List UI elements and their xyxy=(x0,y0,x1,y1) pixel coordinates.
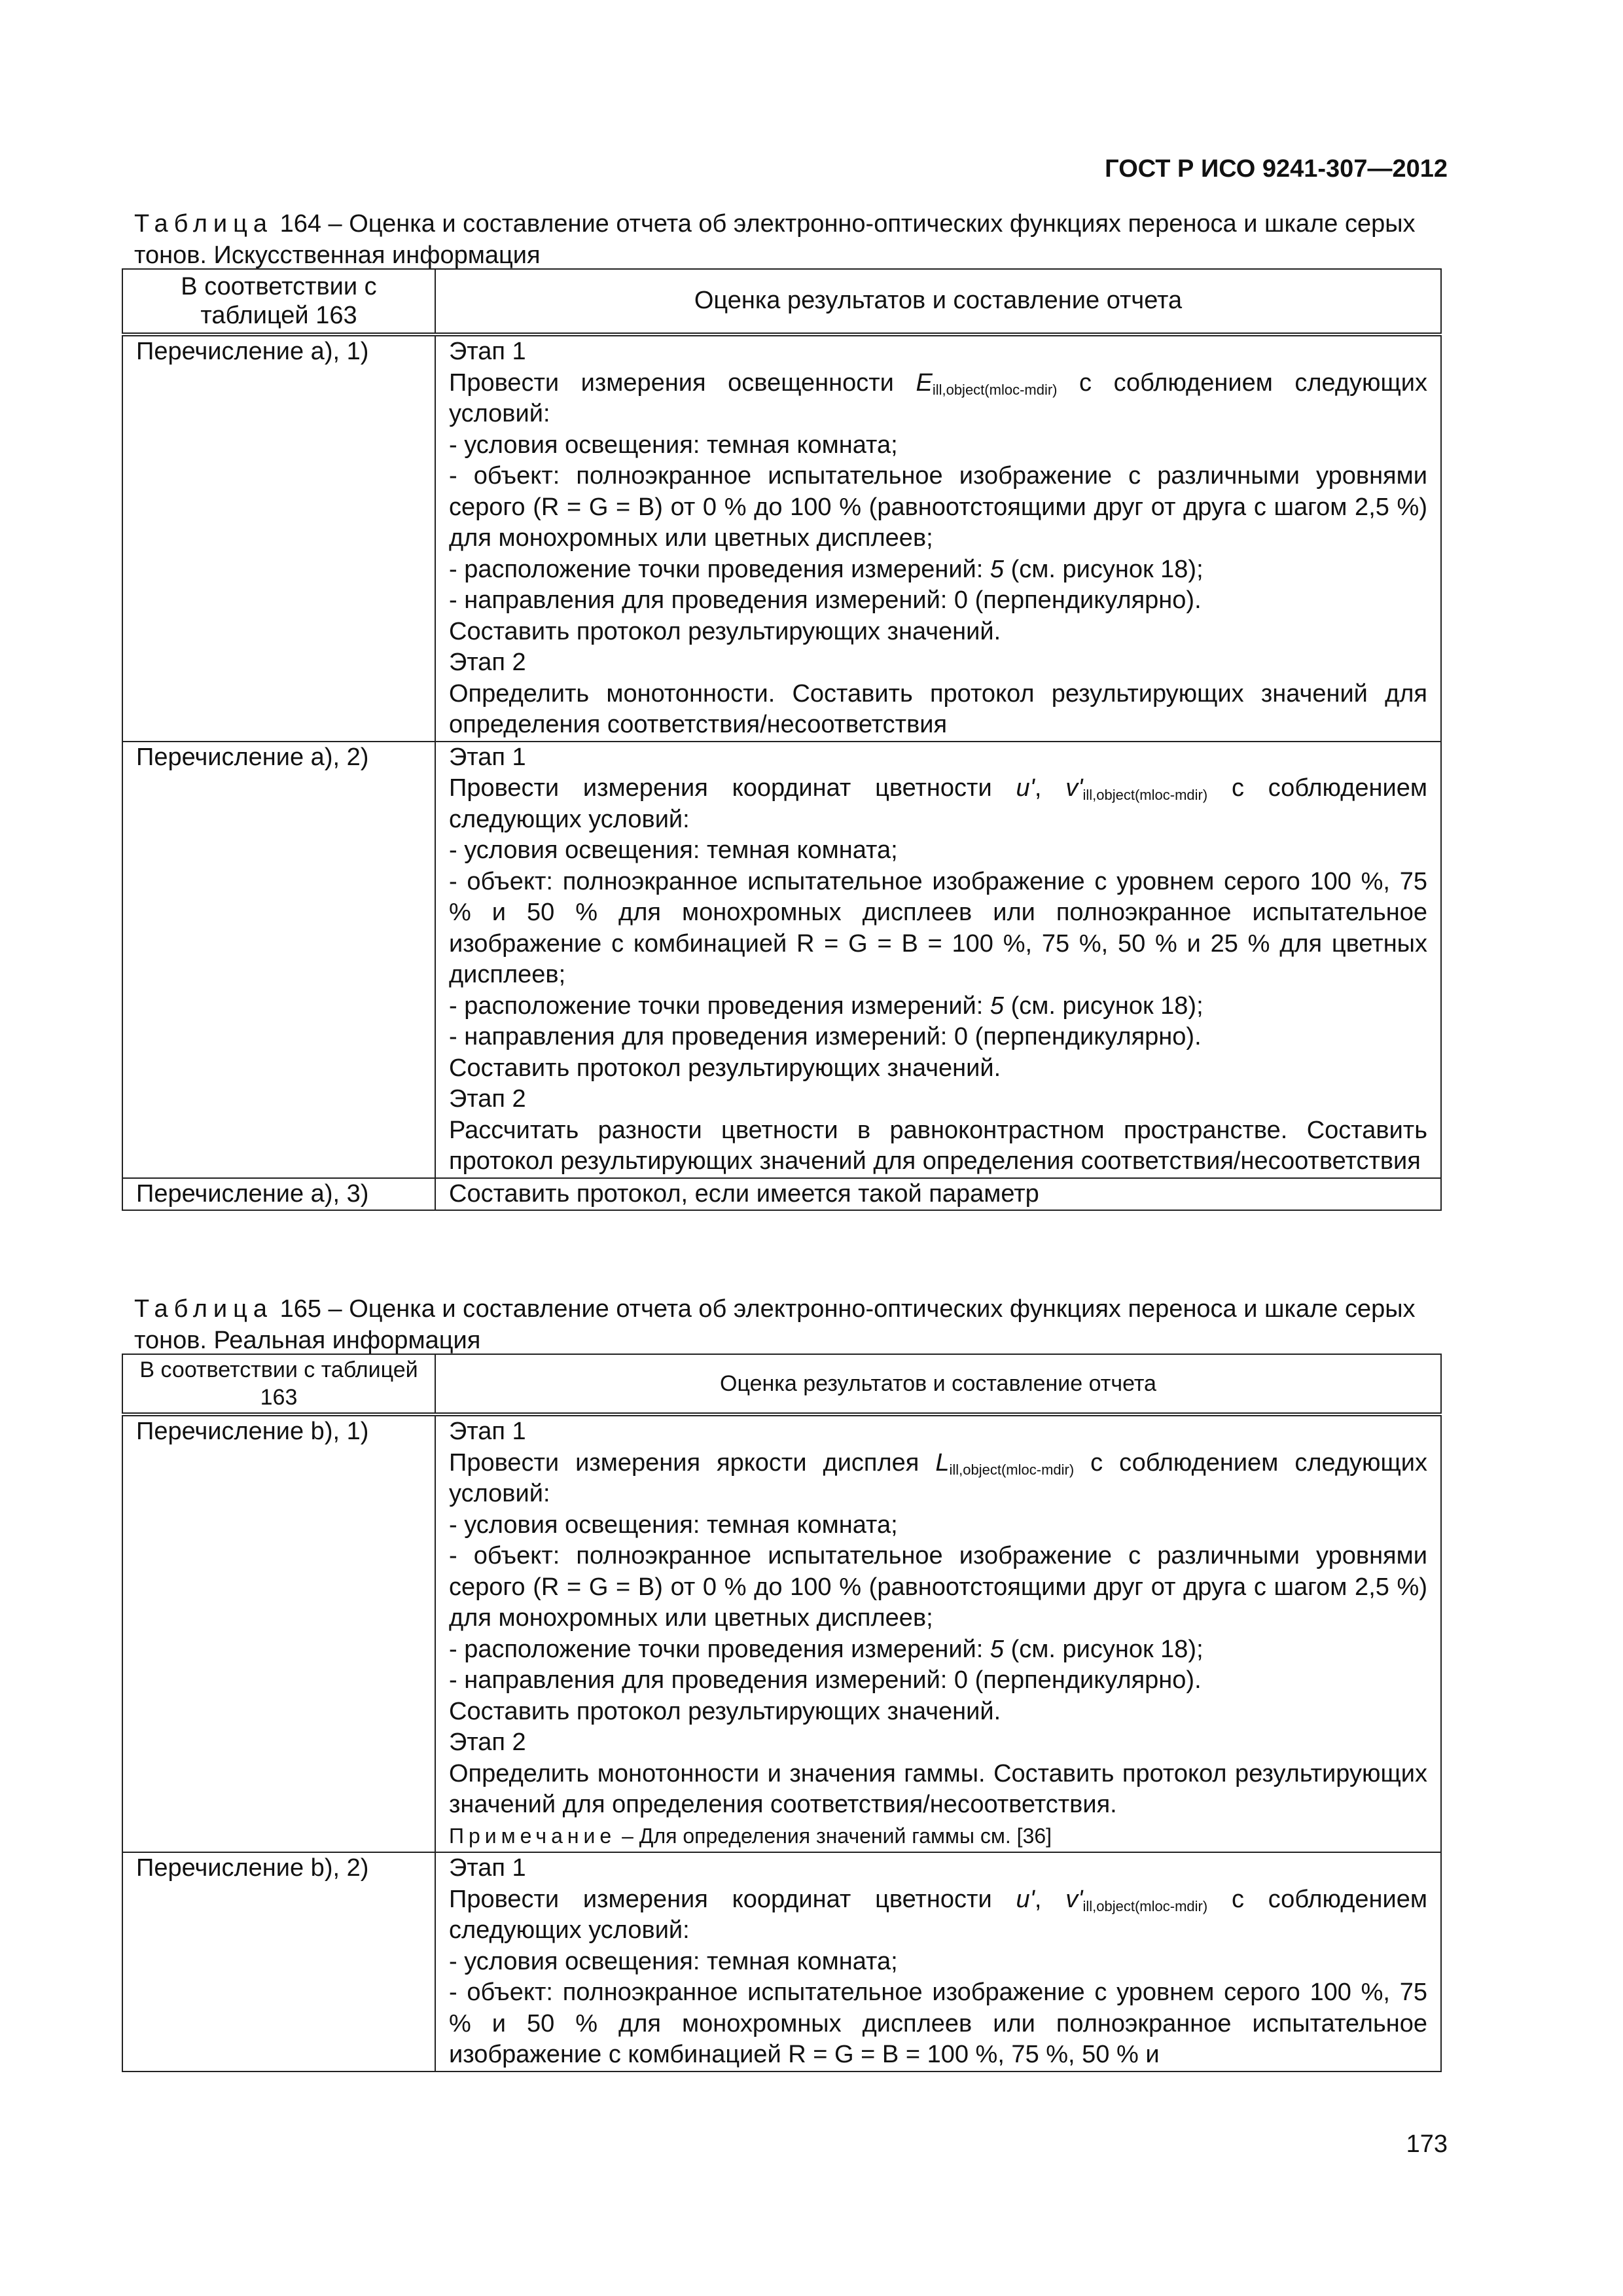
table-row xyxy=(122,1852,1441,2072)
stage-label: Этап 1 xyxy=(449,743,526,771)
condition-illumination: - условия освещения: темная комната; xyxy=(449,431,898,459)
stage-2-text: Определить монотонности. Составить протокол результирующих значений для определения соответствия/несоответствия xyxy=(449,679,1427,738)
stage-label: Этап 2 xyxy=(449,1085,526,1113)
caption-text: 164 – Оценка и составление отчета об электронно-оптических функциях переноса и шкале серых тонов. Искусственная информация xyxy=(134,210,1416,269)
row-content xyxy=(435,334,1441,742)
stage-label: Этап 1 xyxy=(449,1854,526,1882)
symbol-subscript: ill,object(mloc-mdir) xyxy=(949,1461,1075,1478)
row-reference: Перечисление а), 2) xyxy=(122,742,435,1178)
symbol-u: u' xyxy=(1016,1885,1035,1913)
column-header-evaluation: Оценка результатов и составление отчета xyxy=(435,1354,1441,1414)
stage-2-text: Определить монотонности и значения гаммы. Составить протокол результирующих значений для определения соответствия/несоответствия. xyxy=(449,1759,1427,1818)
condition-direction: - направления для проведения измерений: 0 (перпендикулярно). xyxy=(449,1023,1202,1050)
table-164-caption xyxy=(134,208,1443,271)
stage-label: Этап 2 xyxy=(449,649,526,676)
condition-location: - расположение точки проведения измерений: 5 (см. рисунок 18); xyxy=(449,1635,1204,1663)
symbol-v: v' xyxy=(1065,1885,1083,1913)
row-content xyxy=(435,1414,1441,1852)
protocol-text: Составить протокол результирующих значений. xyxy=(449,1697,1001,1725)
table-row xyxy=(122,334,1441,742)
table-row xyxy=(122,1178,1441,1211)
stage-label: Этап 1 xyxy=(449,338,526,365)
condition-object: - объект: полноэкранное испытательное изображение с различными уровнями серого (R = G = B) от 0 % до 100 % (равноотстоящими друг от друга с шагом 2,5 %) для монохромных или цветных дисплеев; xyxy=(449,1542,1427,1632)
measurement-text: Провести измерения координат цветности u', $v'_{ill,object(mloc-mdir)}$ с соблюдением следующих условий: xyxy=(449,774,1427,833)
measurement-text: Провести измерения координат цветности u', $v'_{ill,object(mloc-mdir)}$ с соблюдением следующих условий: xyxy=(449,1885,1427,1944)
page-number: 173 xyxy=(1406,2130,1448,2158)
column-header-evaluation: Оценка результатов и составление отчета xyxy=(435,269,1441,334)
condition-illumination: - условия освещения: темная комната; xyxy=(449,1511,898,1539)
caption-lead: Таблица xyxy=(134,210,273,238)
row-reference: Перечисление b), 1) xyxy=(122,1414,435,1852)
symbol-subscript: ill,object(mloc-mdir) xyxy=(932,381,1058,398)
row-content xyxy=(435,1852,1441,2072)
protocol-text: Составить протокол, если имеется такой параметр xyxy=(449,1179,1039,1208)
condition-object: - объект: полноэкранное испытательное изображение с различными уровнями серого (R = G = B) от 0 % до 100 % (равноотстоящими друг от друга с шагом 2,5 %) для монохромных или цветных дисплеев; xyxy=(449,462,1427,552)
column-header-reference: В соответствии с таблицей 163 xyxy=(122,1354,435,1414)
symbol-L: L xyxy=(935,1448,950,1477)
document-header: ГОСТ Р ИСО 9241-307—2012 xyxy=(1105,155,1448,183)
measurement-text: Провести измерения яркости дисплея $L_{ill,object(mloc-mdir)}$ с соблюдением следующих условий: xyxy=(449,1448,1427,1507)
condition-object: - объект: полноэкранное испытательное изображение с уровнем серого 100 %, 75 % и 50 % для монохромных дисплеев или полноэкранное испытательное изображение с комбинацией R = G = B = 100 %, 75 %, 50 % и 25 % для цветных дисплеев; xyxy=(449,867,1427,988)
measurement-text: Провести измерения освещенности $E_{ill,object(mloc-mdir)}$ с соблюдением следующих условий: xyxy=(449,368,1428,427)
condition-direction: - направления для проведения измерений: 0 (перпендикулярно). xyxy=(449,586,1202,614)
caption-lead: Таблица xyxy=(134,1295,273,1323)
symbol-u: u' xyxy=(1016,774,1035,802)
row-content xyxy=(435,1178,1441,1211)
condition-direction: - направления для проведения измерений: 0 (перпендикулярно). xyxy=(449,1666,1202,1694)
row-reference: Перечисление b), 2) xyxy=(122,1852,435,2072)
stage-label: Этап 2 xyxy=(449,1729,526,1756)
protocol-text: Составить протокол результирующих значений. xyxy=(449,1054,1001,1082)
stage-label: Этап 1 xyxy=(449,1418,526,1445)
condition-illumination: - условия освещения: темная комната; xyxy=(449,836,898,864)
table-row xyxy=(122,742,1441,1178)
condition-object: - объект: полноэкранное испытательное изображение с уровнем серого 100 %, 75 % и 50 % для монохромных дисплеев или полноэкранное испытательное изображение с комбинацией R = G = B = 100 %, 75 %, 50 % и xyxy=(449,1979,1427,2068)
row-content xyxy=(435,742,1441,1178)
symbol-subscript: ill,object(mloc-mdir) xyxy=(1082,787,1208,803)
table-165 xyxy=(122,1354,1442,2072)
table-164 xyxy=(122,268,1442,1211)
symbol-v: v' xyxy=(1065,774,1083,802)
table-row xyxy=(122,1414,1441,1852)
row-reference: Перечисление а), 1) xyxy=(122,334,435,742)
condition-location: - расположение точки проведения измерений: 5 (см. рисунок 18); xyxy=(449,555,1204,583)
note: Примечание – Для определения значений гаммы см. [36] xyxy=(449,1823,1052,1848)
column-header-reference: В соответствии с таблицей 163 xyxy=(122,269,435,334)
symbol-subscript: ill,object(mloc-mdir) xyxy=(1082,1897,1208,1914)
table-header-row xyxy=(122,269,1441,334)
condition-location: - расположение точки проведения измерений: 5 (см. рисунок 18); xyxy=(449,992,1204,1020)
table-165-caption xyxy=(134,1293,1443,1356)
symbol-E: E xyxy=(916,368,933,397)
condition-illumination: - условия освещения: темная комната; xyxy=(449,1947,898,1975)
caption-text: 165 – Оценка и составление отчета об электронно-оптических функциях переноса и шкале серых тонов. Реальная информация xyxy=(134,1295,1416,1354)
protocol-text: Составить протокол результирующих значений. xyxy=(449,617,1001,645)
table-header-row xyxy=(122,1354,1441,1414)
row-reference: Перечисление а), 3) xyxy=(122,1178,435,1211)
stage-2-text: Рассчитать разности цветности в равноконтрастном пространстве. Составить протокол результирующих значений для определения соответствия/несоответствия xyxy=(449,1116,1427,1175)
